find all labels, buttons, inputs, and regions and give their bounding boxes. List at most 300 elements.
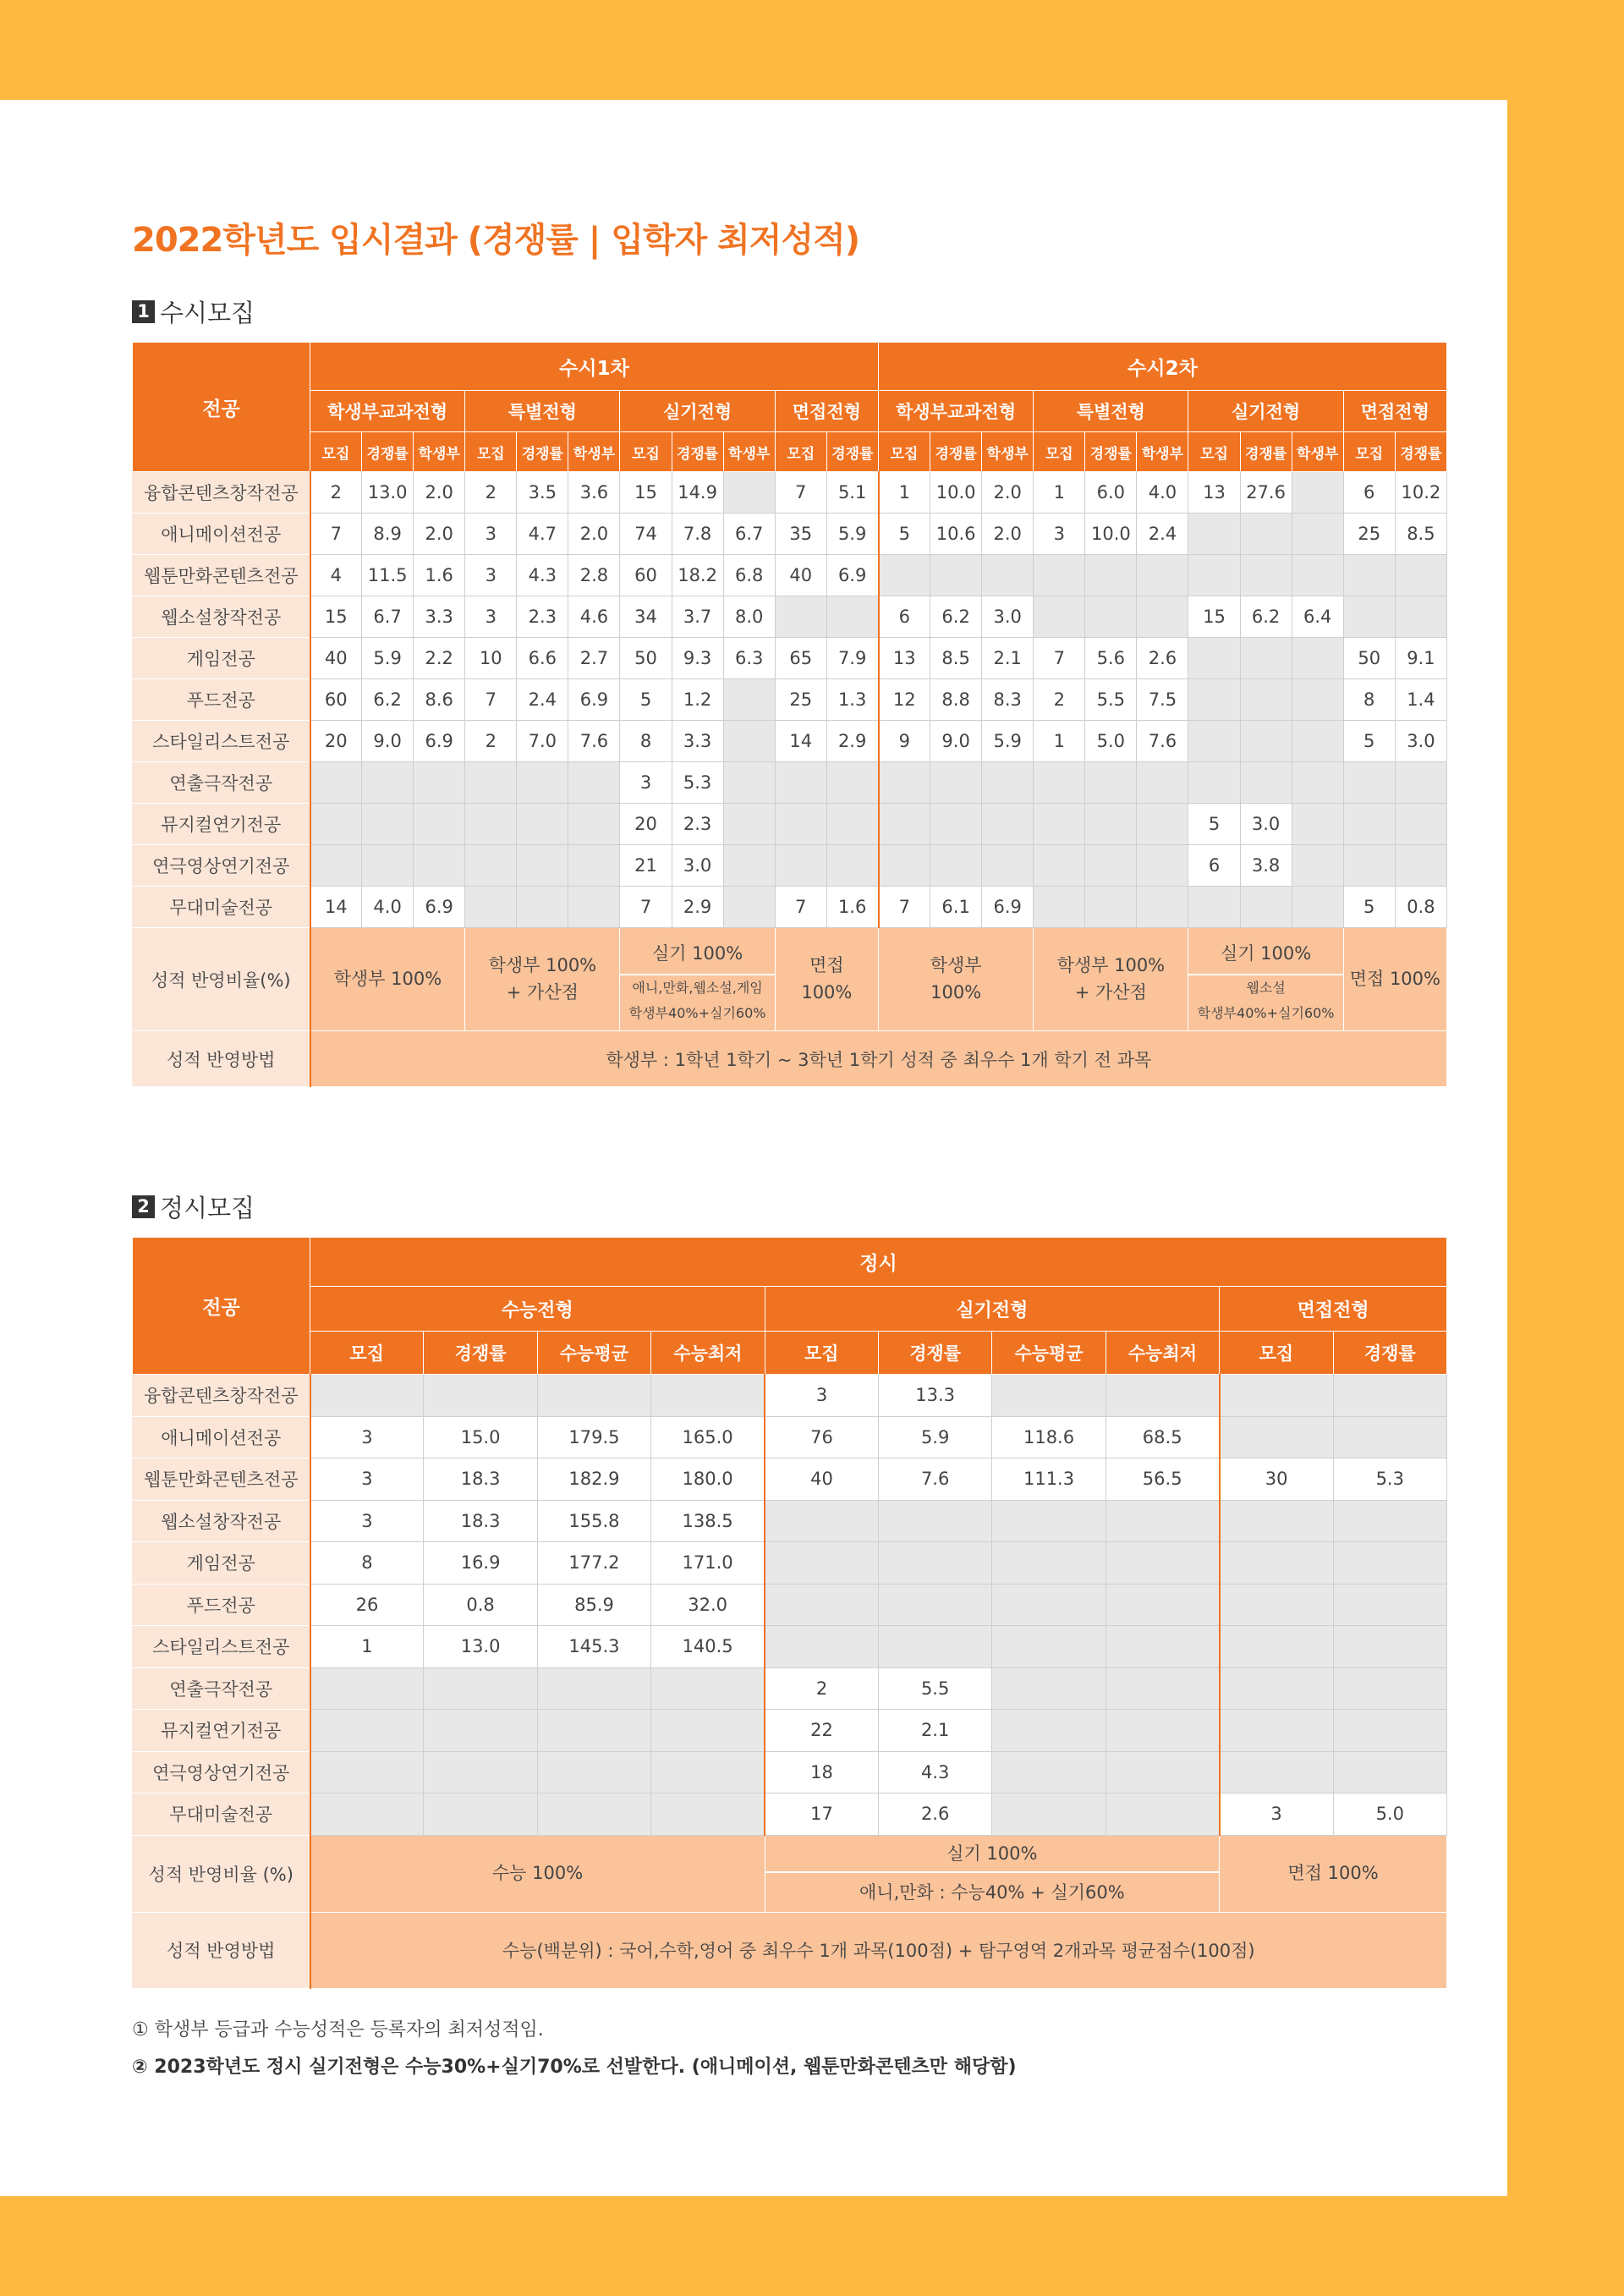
ratio-cell (1188, 928, 1343, 1031)
data-cell (310, 804, 362, 845)
data-cell (1395, 762, 1446, 804)
data-cell: 14 (775, 721, 826, 762)
major-name: 융합콘텐츠창작전공 (133, 1375, 310, 1417)
data-cell: 18 (765, 1751, 878, 1793)
data-cell (362, 804, 414, 845)
data-cell: 6.0 (1085, 472, 1137, 514)
data-cell: 6.1 (930, 887, 982, 928)
data-cell (878, 1542, 991, 1585)
major-name: 무대미술전공 (133, 1793, 310, 1836)
sub-header: 모집 (620, 432, 672, 472)
data-cell (568, 887, 620, 928)
data-cell (826, 845, 878, 887)
data-cell (1343, 804, 1395, 845)
sub-header: 학생부 (723, 432, 775, 472)
data-cell (1240, 721, 1292, 762)
data-cell (1240, 887, 1292, 928)
data-cell: 10.0 (1085, 514, 1137, 555)
data-cell (1106, 1375, 1219, 1417)
data-cell (517, 804, 568, 845)
ratio-text: 학생부 100% (1056, 955, 1166, 975)
data-cell: 14 (310, 887, 362, 928)
data-cell (879, 762, 930, 804)
data-cell (1188, 514, 1240, 555)
data-cell: 6.8 (723, 555, 775, 596)
data-cell: 5 (879, 514, 930, 555)
data-cell: 6.9 (982, 887, 1034, 928)
data-cell (1292, 887, 1343, 928)
data-cell: 7 (1034, 638, 1085, 679)
data-cell: 138.5 (651, 1500, 765, 1542)
data-cell (1333, 1500, 1447, 1542)
data-cell: 3.6 (568, 472, 620, 514)
data-cell (1395, 596, 1446, 638)
data-cell: 4.0 (1137, 472, 1188, 514)
sub-header: 모집 (1034, 432, 1085, 472)
table-row (133, 721, 1447, 762)
data-cell: 12 (879, 679, 930, 721)
data-cell: 3.8 (1240, 845, 1292, 887)
data-cell: 3 (765, 1375, 878, 1417)
ratio-cell (1034, 928, 1188, 1031)
data-cell: 6.7 (723, 514, 775, 555)
data-cell: 7.9 (826, 638, 878, 679)
sub-header: 경쟁률 (1240, 432, 1292, 472)
data-cell: 2.4 (1137, 514, 1188, 555)
sub-header: 경쟁률 (1395, 432, 1446, 472)
method-label: 성적 반영방법 (133, 1031, 310, 1087)
data-cell (310, 1793, 424, 1836)
table-row (133, 555, 1447, 596)
major-name: 게임전공 (133, 1542, 310, 1585)
data-cell (651, 1710, 765, 1752)
section-2-label: 정시모집 (160, 1194, 255, 1222)
ratio-text: 학생부 (930, 955, 982, 975)
data-cell: 3.5 (517, 472, 568, 514)
sub-header: 모집 (465, 432, 517, 472)
data-cell: 13.0 (424, 1626, 537, 1668)
data-cell (1240, 679, 1292, 721)
data-cell: 5.9 (982, 721, 1034, 762)
data-cell: 5.5 (1085, 679, 1137, 721)
data-cell: 165.0 (651, 1416, 765, 1458)
data-cell: 17 (765, 1793, 878, 1836)
data-cell: 111.3 (992, 1458, 1106, 1501)
data-cell: 155.8 (537, 1500, 650, 1542)
data-cell: 118.6 (992, 1416, 1106, 1458)
data-cell: 2.0 (568, 514, 620, 555)
ratio-text: 100% (930, 981, 982, 1002)
data-cell (1343, 596, 1395, 638)
data-cell (517, 762, 568, 804)
data-cell: 25 (1343, 514, 1395, 555)
sub-header: 경쟁률 (362, 432, 414, 472)
data-cell (1292, 721, 1343, 762)
data-cell: 20 (310, 721, 362, 762)
data-cell (1106, 1542, 1219, 1585)
data-cell: 4 (310, 555, 362, 596)
data-cell: 7.5 (1137, 679, 1188, 721)
data-cell: 6.6 (517, 638, 568, 679)
data-cell (537, 1793, 650, 1836)
method-label: 성적 반영방법 (133, 1912, 310, 1988)
data-cell (1188, 762, 1240, 804)
data-cell: 40 (310, 638, 362, 679)
data-cell (992, 1500, 1106, 1542)
sub-header: 수능최저 (651, 1332, 765, 1375)
major-name: 스타일리스트전공 (133, 1626, 310, 1668)
data-cell (310, 1667, 424, 1710)
sub-header: 경쟁률 (1333, 1332, 1447, 1375)
table-row (133, 1710, 1447, 1752)
data-cell: 13.0 (362, 472, 414, 514)
data-cell: 2.1 (878, 1710, 991, 1752)
data-cell (1333, 1710, 1447, 1752)
data-cell (1034, 804, 1085, 845)
data-cell: 2 (765, 1667, 878, 1710)
data-cell (1292, 845, 1343, 887)
data-cell (1106, 1793, 1219, 1836)
data-cell (982, 762, 1034, 804)
major-name: 스타일리스트전공 (133, 721, 310, 762)
group-header: 특별전형 (1034, 391, 1188, 432)
data-cell: 6.9 (414, 721, 465, 762)
data-cell: 6.4 (1292, 596, 1343, 638)
data-cell: 76 (765, 1416, 878, 1458)
table-row (133, 804, 1447, 845)
data-cell (424, 1751, 537, 1793)
data-cell: 0.8 (424, 1584, 537, 1626)
data-cell (465, 762, 517, 804)
major-name: 연출극작전공 (133, 762, 310, 804)
sub-header: 모집 (879, 432, 930, 472)
data-cell (1292, 514, 1343, 555)
ratio-cell (620, 928, 775, 1031)
data-cell (1034, 596, 1085, 638)
data-cell (992, 1375, 1106, 1417)
data-cell (1395, 845, 1446, 887)
data-cell (1085, 887, 1137, 928)
data-cell: 10.2 (1395, 472, 1446, 514)
data-cell (1220, 1375, 1333, 1417)
data-cell: 5.9 (878, 1416, 991, 1458)
ratio-cell (765, 1835, 1220, 1912)
data-cell: 10.6 (930, 514, 982, 555)
sub-header: 학생부 (414, 432, 465, 472)
data-cell (930, 804, 982, 845)
data-cell: 2 (310, 472, 362, 514)
table-row (133, 472, 1447, 514)
data-cell: 3.3 (672, 721, 723, 762)
data-cell: 3 (310, 1416, 424, 1458)
data-cell (1085, 845, 1137, 887)
ratio-text: 수능 100% (491, 1862, 584, 1883)
data-cell: 14.9 (672, 472, 723, 514)
data-cell: 3 (620, 762, 672, 804)
data-cell (930, 762, 982, 804)
table-row (133, 514, 1447, 555)
major-name: 웹툰만화콘텐츠전공 (133, 1458, 310, 1501)
ratio-text: 실기 100% (620, 933, 774, 975)
data-cell: 1 (1034, 721, 1085, 762)
data-cell (424, 1667, 537, 1710)
data-cell (1292, 762, 1343, 804)
sub-header: 수능평균 (537, 1332, 650, 1375)
group-header: 학생부교과전형 (310, 391, 465, 432)
data-cell: 13.3 (878, 1375, 991, 1417)
sub-header: 수능최저 (1106, 1332, 1219, 1375)
data-cell (1333, 1626, 1447, 1668)
data-cell (1343, 845, 1395, 887)
data-cell: 3 (465, 596, 517, 638)
sub-header: 학생부 (1292, 432, 1343, 472)
data-cell (1292, 638, 1343, 679)
data-cell (1220, 1542, 1333, 1585)
data-cell (1240, 514, 1292, 555)
data-cell: 2.7 (568, 638, 620, 679)
ratio-note: 학생부40%+실기60% (628, 1004, 766, 1021)
data-cell: 8.5 (930, 638, 982, 679)
section-2-number: 2 (132, 1195, 155, 1218)
data-cell (765, 1542, 878, 1585)
ratio-cell (775, 928, 878, 1031)
group-header: 실기전형 (765, 1287, 1220, 1332)
data-cell (1343, 555, 1395, 596)
data-cell: 3.3 (414, 596, 465, 638)
ratio-cell (879, 928, 1034, 1031)
data-cell: 8 (620, 721, 672, 762)
data-cell: 3.0 (1395, 721, 1446, 762)
data-cell: 5.6 (1085, 638, 1137, 679)
data-cell: 13 (1188, 472, 1240, 514)
data-cell (1220, 1416, 1333, 1458)
data-cell: 11.5 (362, 555, 414, 596)
round2-header: 수시2차 (879, 343, 1447, 391)
data-cell: 3.7 (672, 596, 723, 638)
data-cell (930, 555, 982, 596)
sub-header: 수능평균 (992, 1332, 1106, 1375)
data-cell: 6 (879, 596, 930, 638)
ratio-cell (310, 928, 465, 1031)
data-cell: 0.8 (1395, 887, 1446, 928)
table-row (133, 1375, 1447, 1417)
data-cell: 5.3 (672, 762, 723, 804)
data-cell (1034, 762, 1085, 804)
data-cell: 2.0 (414, 472, 465, 514)
jeongsi-header: 정시 (310, 1238, 1447, 1287)
data-cell: 6.2 (1240, 596, 1292, 638)
ratio-label: 성적 반영비율 (%) (133, 1835, 310, 1912)
data-cell: 2.9 (672, 887, 723, 928)
data-cell (1085, 804, 1137, 845)
data-cell (310, 762, 362, 804)
data-cell: 4.3 (517, 555, 568, 596)
data-cell: 4.0 (362, 887, 414, 928)
data-cell: 35 (775, 514, 826, 555)
data-cell: 3.0 (672, 845, 723, 887)
data-cell: 1 (1034, 472, 1085, 514)
data-cell: 3 (1034, 514, 1085, 555)
data-cell (1292, 804, 1343, 845)
sub-header: 경쟁률 (930, 432, 982, 472)
sub-header: 경쟁률 (672, 432, 723, 472)
data-cell (414, 804, 465, 845)
data-cell (1220, 1710, 1333, 1752)
data-cell (1106, 1626, 1219, 1668)
data-cell (1188, 679, 1240, 721)
table-row (133, 638, 1447, 679)
data-cell: 5 (620, 679, 672, 721)
data-cell (1292, 555, 1343, 596)
data-cell (879, 804, 930, 845)
data-cell: 2.0 (982, 514, 1034, 555)
data-cell (878, 1626, 991, 1668)
data-cell: 2.4 (517, 679, 568, 721)
data-cell (414, 762, 465, 804)
data-cell: 5.1 (826, 472, 878, 514)
data-cell (1106, 1710, 1219, 1752)
data-cell: 1.6 (414, 555, 465, 596)
data-cell (765, 1500, 878, 1542)
data-cell (310, 1751, 424, 1793)
ratio-text: 실기 100% (765, 1836, 1220, 1873)
data-cell (537, 1667, 650, 1710)
data-cell: 34 (620, 596, 672, 638)
data-cell: 2.9 (826, 721, 878, 762)
data-cell (1106, 1751, 1219, 1793)
sub-header: 모집 (775, 432, 826, 472)
data-cell (1137, 596, 1188, 638)
data-cell: 21 (620, 845, 672, 887)
data-cell (992, 1751, 1106, 1793)
table-row (133, 1793, 1447, 1836)
data-cell: 3 (465, 514, 517, 555)
data-cell: 8.6 (414, 679, 465, 721)
data-cell: 5.0 (1333, 1793, 1447, 1836)
data-cell: 7.0 (517, 721, 568, 762)
data-cell (723, 721, 775, 762)
data-cell: 7 (465, 679, 517, 721)
data-cell (310, 845, 362, 887)
data-cell (992, 1542, 1106, 1585)
data-cell (992, 1667, 1106, 1710)
data-cell: 18.3 (424, 1458, 537, 1501)
round1-header: 수시1차 (310, 343, 879, 391)
data-cell (537, 1375, 650, 1417)
data-cell (465, 804, 517, 845)
sub-header: 경쟁률 (517, 432, 568, 472)
ratio-cell (1220, 1835, 1447, 1912)
group-header: 면접전형 (775, 391, 878, 432)
data-cell: 8.5 (1395, 514, 1446, 555)
data-cell (1188, 887, 1240, 928)
ratio-cell (465, 928, 620, 1031)
data-cell: 8 (310, 1542, 424, 1585)
data-cell: 140.5 (651, 1626, 765, 1668)
data-cell: 7.6 (1137, 721, 1188, 762)
data-cell (465, 845, 517, 887)
group-header: 특별전형 (465, 391, 620, 432)
major-name: 무대미술전공 (133, 887, 310, 928)
data-cell (537, 1710, 650, 1752)
data-cell: 1 (310, 1626, 424, 1668)
data-cell (1395, 555, 1446, 596)
data-cell: 7.8 (672, 514, 723, 555)
data-cell: 171.0 (651, 1542, 765, 1585)
group-header: 면접전형 (1343, 391, 1446, 432)
section-1-heading (132, 294, 255, 329)
ratio-text: 학생부 100% (488, 955, 597, 975)
data-cell (992, 1626, 1106, 1668)
data-cell: 2.0 (414, 514, 465, 555)
major-name: 융합콘텐츠창작전공 (133, 472, 310, 514)
table-row (133, 845, 1447, 887)
data-cell: 6.2 (362, 679, 414, 721)
major-name: 연출극작전공 (133, 1667, 310, 1710)
major-name: 푸드전공 (133, 1584, 310, 1626)
data-cell: 7 (620, 887, 672, 928)
data-cell (1240, 762, 1292, 804)
table-row (133, 762, 1447, 804)
data-cell: 182.9 (537, 1458, 650, 1501)
data-cell: 1 (879, 472, 930, 514)
data-cell (1292, 472, 1343, 514)
data-cell (1240, 638, 1292, 679)
data-cell (1333, 1584, 1447, 1626)
data-cell: 7 (775, 472, 826, 514)
data-cell: 2.1 (982, 638, 1034, 679)
data-cell (568, 762, 620, 804)
data-cell: 5 (1188, 804, 1240, 845)
data-cell (1333, 1375, 1447, 1417)
ratio-text: + 가산점 (506, 981, 579, 1002)
sub-header: 모집 (1188, 432, 1240, 472)
data-cell (1137, 555, 1188, 596)
data-cell (879, 555, 930, 596)
major-header: 전공 (133, 343, 310, 472)
data-cell: 60 (620, 555, 672, 596)
table-row (133, 1626, 1447, 1668)
group-header: 실기전형 (620, 391, 775, 432)
data-cell: 6.9 (826, 555, 878, 596)
sub-header: 경쟁률 (1085, 432, 1137, 472)
data-cell (1034, 845, 1085, 887)
major-name: 애니메이션전공 (133, 514, 310, 555)
data-cell (1220, 1584, 1333, 1626)
data-cell: 4.7 (517, 514, 568, 555)
data-cell: 179.5 (537, 1416, 650, 1458)
major-name: 뮤지컬연기전공 (133, 1710, 310, 1752)
ratio-text: 면접 (809, 955, 844, 975)
sub-header: 경쟁률 (826, 432, 878, 472)
data-cell: 6.3 (723, 638, 775, 679)
data-cell: 7 (879, 887, 930, 928)
data-cell (982, 845, 1034, 887)
data-cell (775, 762, 826, 804)
data-cell: 27.6 (1240, 472, 1292, 514)
table-row (133, 1458, 1447, 1501)
data-cell (414, 845, 465, 887)
data-cell (1137, 762, 1188, 804)
data-cell: 180.0 (651, 1458, 765, 1501)
group-header: 실기전형 (1188, 391, 1343, 432)
data-cell: 145.3 (537, 1626, 650, 1668)
data-cell: 9.0 (362, 721, 414, 762)
method-text: 수능(백분위) : 국어,수학,영어 중 최우수 1개 과목(100점) + 탐구영역 2개과목 평균점수(100점) (310, 1912, 1447, 1988)
data-cell (1220, 1667, 1333, 1710)
table-row (133, 679, 1447, 721)
data-cell (1220, 1500, 1333, 1542)
